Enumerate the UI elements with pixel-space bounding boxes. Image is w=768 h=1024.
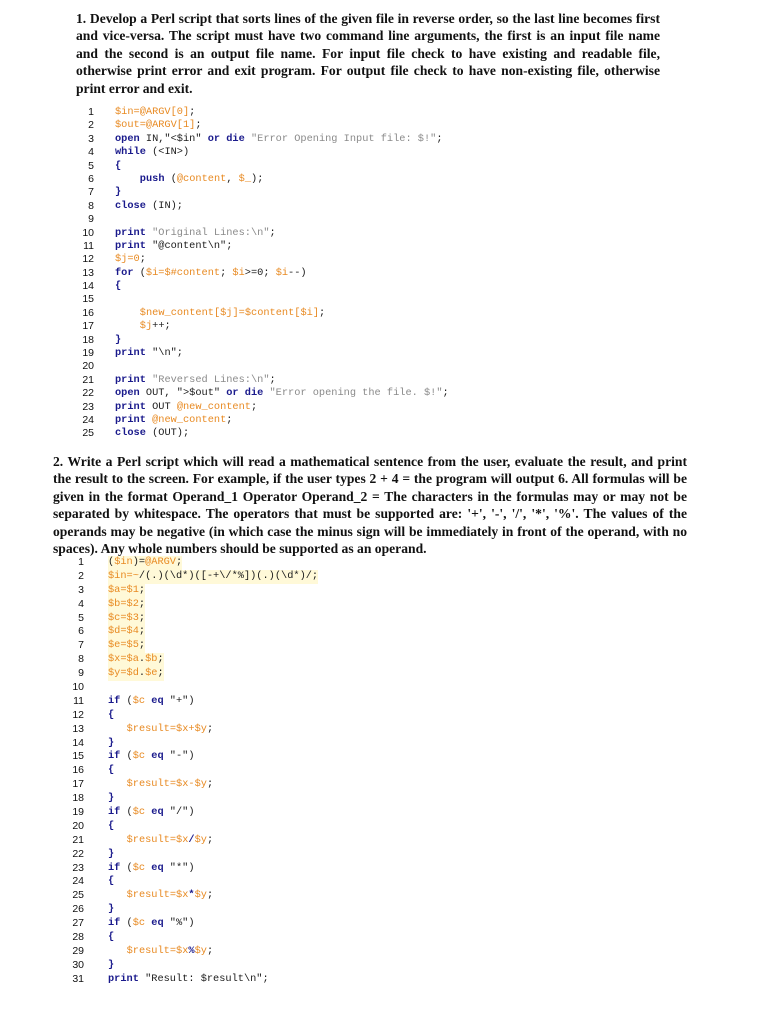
code-token: push bbox=[139, 172, 165, 185]
code-token: if bbox=[108, 806, 121, 819]
code-token: ( bbox=[108, 556, 115, 568]
line-number: 4 bbox=[88, 146, 94, 159]
code-token: ( bbox=[120, 806, 133, 819]
code-token: { bbox=[108, 764, 115, 777]
code-text bbox=[127, 889, 214, 903]
code-token: $result=$x-$y bbox=[126, 778, 207, 791]
code-text bbox=[115, 160, 121, 173]
code-text bbox=[140, 307, 325, 320]
code-text bbox=[108, 639, 145, 653]
code-token: ); bbox=[251, 172, 264, 185]
line-number: 12 bbox=[72, 708, 84, 721]
code-token: ; bbox=[206, 944, 214, 957]
code-token: $y bbox=[194, 833, 207, 846]
line-number: 24 bbox=[72, 875, 84, 888]
line-number: 9 bbox=[78, 667, 84, 680]
code-text bbox=[108, 570, 318, 584]
code-token: "Reversed Lines:\n" bbox=[152, 373, 270, 386]
line-number: 23 bbox=[82, 400, 94, 413]
code-token: $in=~ bbox=[108, 569, 139, 582]
line-number: 13 bbox=[72, 722, 84, 735]
code-text bbox=[108, 959, 114, 973]
code-text bbox=[115, 119, 202, 132]
line-number: 6 bbox=[88, 172, 94, 185]
code-text bbox=[115, 267, 307, 280]
code-token: )= bbox=[132, 556, 146, 568]
line-number: 5 bbox=[78, 611, 84, 624]
code-token: { bbox=[115, 280, 122, 293]
code-text bbox=[108, 875, 114, 889]
code-token: $_ bbox=[238, 172, 252, 185]
line-number: 18 bbox=[82, 333, 94, 346]
code-token: ( bbox=[120, 694, 133, 707]
code-text bbox=[108, 917, 195, 931]
line-number: 25 bbox=[82, 427, 94, 440]
code-token: } bbox=[108, 792, 115, 805]
code-text bbox=[115, 240, 232, 253]
line-number: 2 bbox=[88, 119, 94, 132]
code-text bbox=[108, 556, 182, 570]
code-token: } bbox=[115, 333, 122, 346]
line-number: 20 bbox=[82, 360, 94, 373]
code-token: ; bbox=[138, 597, 146, 610]
code-token: eq bbox=[151, 750, 164, 763]
code-token: } bbox=[108, 736, 115, 749]
line-number: 16 bbox=[82, 306, 94, 319]
code-token: $y=$d bbox=[108, 667, 139, 680]
line-number: 10 bbox=[72, 681, 84, 694]
code-token: ; bbox=[206, 833, 214, 846]
line-number: 28 bbox=[72, 931, 84, 944]
code-token: $a=$1 bbox=[108, 583, 139, 596]
code-token: $e=$5 bbox=[108, 639, 139, 652]
line-number: 1 bbox=[78, 556, 84, 568]
code-token: } bbox=[108, 847, 115, 860]
line-number: 29 bbox=[72, 944, 84, 957]
code-token: ( bbox=[133, 266, 146, 279]
code-text bbox=[108, 806, 195, 820]
code-token: ; bbox=[319, 306, 326, 319]
code-token: for bbox=[115, 266, 134, 279]
code-token: eq bbox=[151, 917, 164, 930]
code-token: @content bbox=[176, 172, 227, 185]
line-number: 14 bbox=[82, 280, 94, 293]
code-token: or die bbox=[226, 387, 264, 400]
code-text bbox=[115, 427, 189, 440]
line-number: 22 bbox=[72, 847, 84, 860]
line-number: 21 bbox=[82, 373, 94, 386]
code-token: or die bbox=[207, 132, 245, 145]
code-token: open bbox=[115, 132, 140, 145]
code-token: (IN); bbox=[145, 199, 183, 212]
code-token: $y bbox=[194, 889, 207, 902]
code-text bbox=[115, 146, 189, 159]
code-token: ; bbox=[138, 583, 146, 596]
task-2-description: 2. Write a Perl script which will read a mathematical sentence from the user, evaluate the result, and print the result to the screen. For example, if the user types 2 + 4 = the program will output 6. All formulas will be given in the format Operand_1 Operator Operand_2 = The characters in the formulas may or may not be separated by whitespace. The operators that must be supported are: '+', '-', '/', '*', '%'. The values of the operands may be negative (in which case the minus sign will be immediately in front of the operand, with no spaces). Any whole numbers should be supported as an operand. bbox=[53, 454, 687, 557]
code-text bbox=[115, 401, 257, 414]
code-token: "-") bbox=[163, 750, 195, 763]
line-number: 5 bbox=[88, 159, 94, 172]
code-token: { bbox=[108, 875, 115, 888]
code-token: ++; bbox=[152, 320, 171, 333]
code-token: print bbox=[108, 972, 139, 985]
code-token: ( bbox=[164, 172, 177, 185]
code-token: $out=@ARGV[1] bbox=[115, 119, 196, 132]
code-token: ( bbox=[120, 750, 133, 763]
code-text bbox=[108, 862, 195, 876]
line-number: 12 bbox=[82, 253, 94, 266]
line-number: 14 bbox=[72, 736, 84, 749]
code-token: if bbox=[108, 917, 121, 930]
line-number: 7 bbox=[88, 186, 94, 199]
line-number: 24 bbox=[82, 413, 94, 426]
code-token: { bbox=[108, 931, 115, 944]
code-token: $j bbox=[139, 320, 153, 333]
code-text bbox=[108, 737, 114, 751]
code-token: print bbox=[115, 400, 146, 413]
code-token: (OUT); bbox=[145, 427, 190, 440]
code-token: ; bbox=[138, 625, 146, 638]
line-number: 11 bbox=[83, 239, 94, 252]
line-number: 23 bbox=[72, 861, 84, 874]
line-number: 8 bbox=[88, 199, 94, 212]
code-text bbox=[108, 750, 195, 764]
code-token: $in bbox=[114, 556, 133, 568]
line-number: 13 bbox=[82, 266, 94, 279]
line-number: 19 bbox=[82, 347, 94, 360]
code-text bbox=[115, 133, 443, 146]
code-token: ; bbox=[157, 667, 164, 680]
line-number: 27 bbox=[72, 917, 84, 930]
code-token: print bbox=[115, 413, 146, 426]
code-token: $i bbox=[275, 266, 289, 279]
code-token: close bbox=[115, 199, 146, 212]
code-token: ; bbox=[250, 400, 258, 413]
code-token: ; bbox=[195, 119, 202, 132]
code-text bbox=[115, 347, 183, 360]
code-token: * bbox=[188, 889, 195, 902]
line-number: 19 bbox=[72, 806, 84, 819]
code-token: / bbox=[188, 833, 195, 846]
line-number: 15 bbox=[82, 293, 94, 306]
code-token: while bbox=[115, 146, 146, 159]
code-token: IN,"<$in" bbox=[139, 132, 208, 145]
code-text bbox=[108, 792, 114, 806]
code-token: ; bbox=[220, 266, 233, 279]
code-token: } bbox=[115, 186, 122, 199]
line-number: 21 bbox=[72, 833, 84, 846]
code-token: "Error Opening Input file: $!" bbox=[250, 132, 437, 145]
code-text bbox=[115, 227, 276, 240]
code-token: . bbox=[138, 667, 146, 680]
code-token: OUT bbox=[145, 400, 177, 413]
code-token: "\n"; bbox=[145, 347, 183, 360]
code-token: $c bbox=[132, 806, 146, 819]
code-token: { bbox=[108, 819, 115, 832]
code-text bbox=[108, 584, 145, 598]
code-token: $y bbox=[194, 944, 207, 957]
code-token: /(.)(\d*)([-+\/*%])(.)(\d*)/; bbox=[138, 569, 319, 582]
line-number: 3 bbox=[88, 132, 94, 145]
code-token: print bbox=[115, 347, 146, 360]
code-token: close bbox=[115, 427, 146, 440]
line-number: 26 bbox=[72, 903, 84, 916]
code-token: ( bbox=[120, 917, 133, 930]
line-number: 2 bbox=[78, 569, 84, 582]
code-text bbox=[108, 667, 164, 681]
code-token: --) bbox=[288, 266, 307, 279]
code-text bbox=[115, 106, 195, 119]
code-text bbox=[108, 973, 269, 987]
code-text bbox=[108, 820, 114, 834]
code-token: ; bbox=[226, 413, 233, 426]
code-token: @ARGV bbox=[145, 556, 176, 568]
code-token: $b bbox=[145, 653, 158, 666]
code-text bbox=[115, 186, 121, 199]
line-number: 4 bbox=[78, 597, 84, 610]
code-token: ; bbox=[206, 889, 214, 902]
line-number: 25 bbox=[72, 889, 84, 902]
code-token: ; bbox=[436, 132, 443, 145]
code-token: ; bbox=[269, 226, 276, 239]
code-token: $i bbox=[232, 266, 245, 279]
code-text bbox=[108, 848, 114, 862]
code-token: ; bbox=[138, 639, 146, 652]
code-token: "Result: $result\n"; bbox=[138, 972, 269, 985]
code-token: { bbox=[108, 708, 115, 721]
line-number: 3 bbox=[78, 583, 84, 596]
line-number: 31 bbox=[72, 972, 84, 985]
code-token: "%") bbox=[163, 917, 195, 930]
code-text bbox=[127, 778, 214, 792]
code-token: open bbox=[115, 387, 140, 400]
code-text bbox=[115, 414, 232, 427]
code-token: ; bbox=[206, 722, 214, 735]
line-number: 10 bbox=[82, 226, 94, 239]
code-token: @new_content bbox=[152, 413, 227, 426]
code-token: $c bbox=[132, 694, 146, 707]
code-token: >=0; bbox=[244, 266, 276, 279]
code-text bbox=[108, 695, 195, 709]
code-token: $c bbox=[132, 750, 146, 763]
line-number: 1 bbox=[88, 106, 94, 118]
code-text bbox=[108, 612, 145, 626]
code-token: @new_content bbox=[176, 400, 251, 413]
line-number: 16 bbox=[72, 764, 84, 777]
line-number: 18 bbox=[72, 792, 84, 805]
code-token: print bbox=[115, 239, 146, 252]
code-token: (<IN>) bbox=[145, 146, 190, 159]
code-token: , bbox=[226, 172, 239, 185]
code-text bbox=[108, 625, 145, 639]
line-number: 22 bbox=[82, 387, 94, 400]
code-token: $x=$a bbox=[108, 653, 139, 666]
code-token: print bbox=[115, 373, 146, 386]
code-text bbox=[115, 374, 276, 387]
code-token: eq bbox=[151, 861, 164, 874]
code-token: $new_content[$j]=$content[$i] bbox=[139, 306, 319, 319]
code-token: } bbox=[108, 958, 115, 971]
code-text bbox=[140, 173, 264, 186]
code-token: ( bbox=[120, 861, 133, 874]
code-token: $i=$#content bbox=[145, 266, 221, 279]
code-token: OUT, ">$out" bbox=[139, 387, 227, 400]
code-token: if bbox=[108, 861, 121, 874]
code-token: eq bbox=[151, 806, 164, 819]
code-token: ; bbox=[138, 611, 146, 624]
code-token: $c bbox=[132, 861, 146, 874]
code-token: . bbox=[138, 653, 146, 666]
code-token: eq bbox=[151, 694, 164, 707]
code-token: print bbox=[115, 226, 146, 239]
code-text bbox=[115, 253, 146, 266]
code-text bbox=[108, 598, 145, 612]
line-number: 17 bbox=[72, 778, 84, 791]
line-number: 8 bbox=[78, 653, 84, 666]
code-token: $d=$4 bbox=[108, 625, 139, 638]
code-token: ; bbox=[139, 253, 146, 266]
code-token: } bbox=[108, 903, 115, 916]
code-token: $result=$x bbox=[126, 889, 189, 902]
code-token: "*") bbox=[163, 861, 195, 874]
code-token: ; bbox=[269, 373, 276, 386]
line-number: 7 bbox=[78, 639, 84, 652]
code-text bbox=[115, 387, 449, 400]
code-text bbox=[115, 334, 121, 347]
code-token: ; bbox=[189, 106, 196, 118]
code-text bbox=[140, 320, 171, 333]
line-number: 11 bbox=[73, 694, 84, 707]
code-token: ; bbox=[442, 387, 449, 400]
line-number: 30 bbox=[72, 958, 84, 971]
code-token: ; bbox=[206, 778, 214, 791]
code-token: $result=$x+$y bbox=[126, 722, 207, 735]
code-token: "/") bbox=[163, 806, 195, 819]
code-token: "@content\n"; bbox=[145, 239, 233, 252]
code-token: "Original Lines:\n" bbox=[152, 226, 270, 239]
line-number: 17 bbox=[82, 320, 94, 333]
code-token: $c bbox=[132, 917, 146, 930]
code-token: $result=$x bbox=[126, 833, 189, 846]
code-text bbox=[108, 653, 164, 667]
code-token: % bbox=[188, 944, 195, 957]
code-token: "+") bbox=[163, 694, 195, 707]
line-number: 9 bbox=[88, 213, 94, 226]
code-text bbox=[108, 709, 114, 723]
code-token: $j=0 bbox=[115, 253, 140, 266]
code-token: "Error opening the file. $!" bbox=[269, 387, 443, 400]
code-token: { bbox=[115, 159, 122, 172]
code-token: if bbox=[108, 750, 121, 763]
line-number: 20 bbox=[72, 819, 84, 832]
code-text bbox=[127, 723, 214, 737]
code-token: if bbox=[108, 694, 121, 707]
code-token: $e bbox=[145, 667, 158, 680]
code-text bbox=[108, 931, 114, 945]
line-number: 15 bbox=[72, 750, 84, 763]
code-token: $in=@ARGV[0] bbox=[115, 106, 190, 118]
code-token: $result=$x bbox=[126, 944, 189, 957]
line-number: 6 bbox=[78, 625, 84, 638]
code-text bbox=[108, 903, 114, 917]
task-1-description: 1. Develop a Perl script that sorts lines of the given file in reverse order, so the last line becomes first and vice-versa. The script must have two command line arguments, the first is an input file name and the second is an output file name. For input file check to have existing and readable file, otherwise print error and exit program. For output file check to have non-existing file, otherwise print error and exit. bbox=[76, 11, 660, 96]
code-text bbox=[108, 764, 114, 778]
code-token: ; bbox=[176, 556, 183, 568]
code-text bbox=[127, 945, 214, 959]
code-text bbox=[115, 200, 183, 213]
code-token: $b=$2 bbox=[108, 597, 139, 610]
code-token: ; bbox=[157, 653, 164, 666]
code-text bbox=[115, 280, 121, 293]
code-text bbox=[127, 834, 214, 848]
code-token: $c=$3 bbox=[108, 611, 139, 624]
